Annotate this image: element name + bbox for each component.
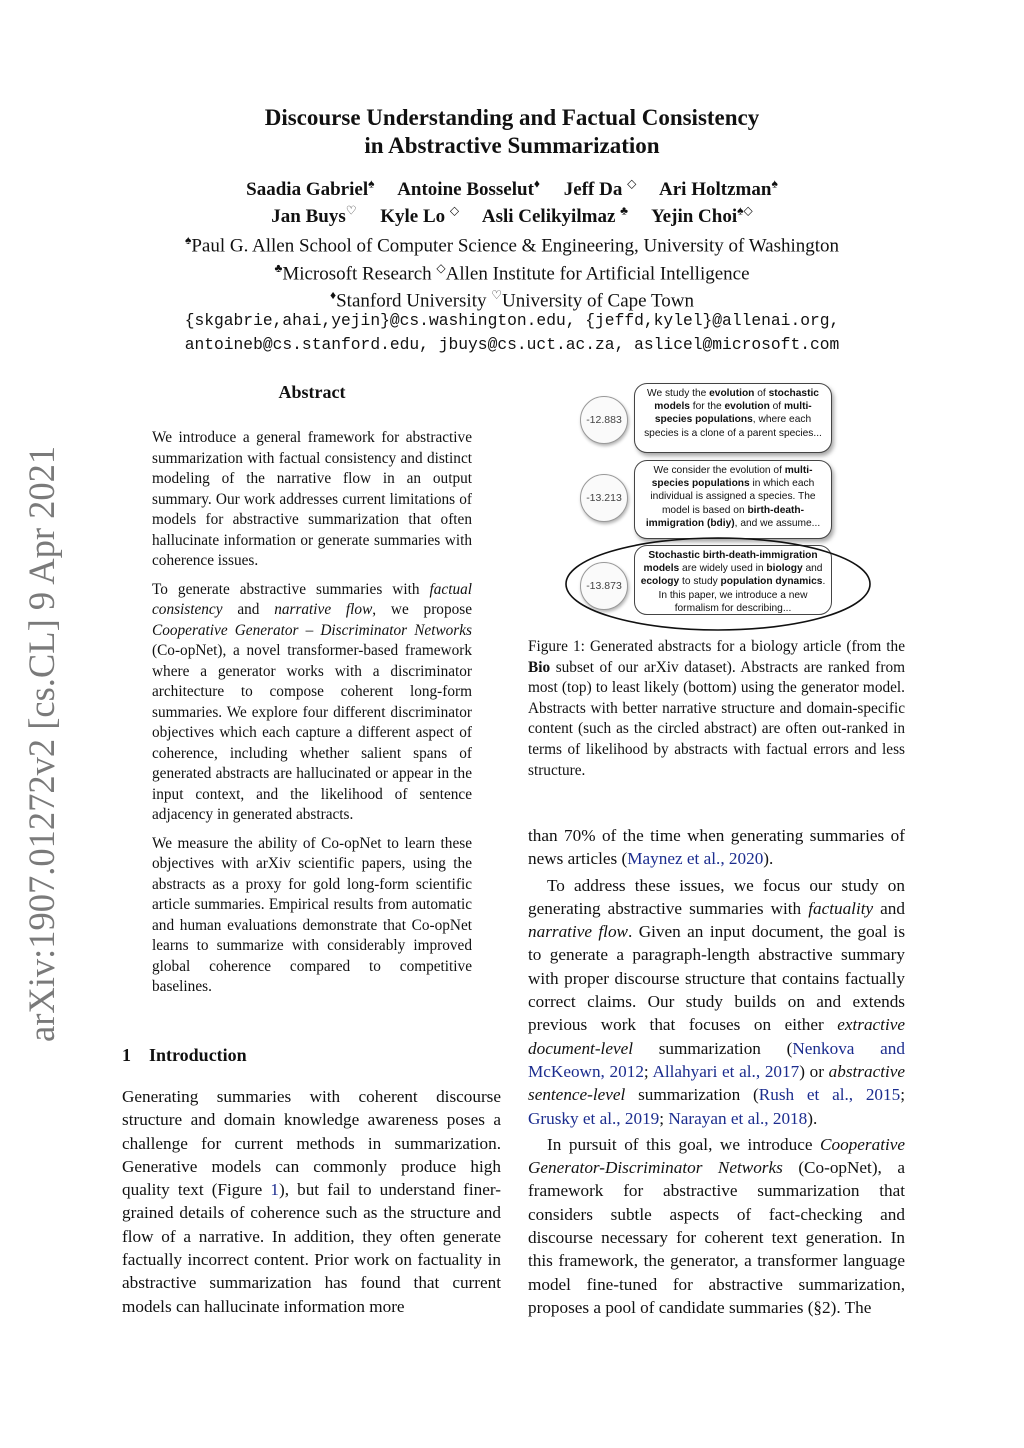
score-circle: -13.213 <box>580 474 628 522</box>
abstract-box-1: We study the evolution of stochastic models for the evolution of multi-species populations, where each species is a clone of a parent species... <box>634 383 832 453</box>
author: Kyle Lo ◇ <box>380 204 460 228</box>
figure-ref-link[interactable]: 1 <box>270 1180 279 1200</box>
highlight-ellipse <box>560 530 880 640</box>
arxiv-stamp: arXiv:1907.01272v2 [cs.CL] 9 Apr 2021 <box>21 445 62 1042</box>
affiliation-line-2: ♣Microsoft Research ◇Allen Institute for Artificial Intelligence <box>274 261 750 285</box>
abstract-body <box>152 428 472 998</box>
author: Saadia Gabriel♠ <box>246 177 375 201</box>
title-line-2: in Abstractive Summarization <box>364 133 660 158</box>
right-paragraph-2: To address these issues, we focus our study on generating abstractive summaries with factuality and narrative flow. Given an input document, the goal is to generate a paragraph-length abstractive summary with proper discourse structure that contains factually correct claims. Our study builds on and extends previous work that focuses on either extractive document-level summarization (Nenkova and McKeown, 2012; Allahyari et al., 2017) or abstractive sentence-level summarization (Rush et al., 2015; Grusky et al., 2019; Narayan et al., 2018). <box>528 875 906 1128</box>
abstract-heading: Abstract <box>278 382 346 402</box>
affiliation-line-1: ♠Paul G. Allen School of Computer Science & Engineering, University of Washington <box>184 233 840 257</box>
author: Asli Celikyilmaz ♣ <box>481 204 629 228</box>
author: Ari Holtzman♠ <box>659 177 778 201</box>
citation-link[interactable]: Nenkova and McKeown, 2012 <box>528 1038 905 1081</box>
paper-title <box>0 104 1024 160</box>
intro-paragraph-1: Generating summaries with coherent discourse structure and domain knowledge awareness poses a challenge for current methods in summarization. Generative models can commonly produce high quality text (Figure 1), but fail to understand finer-grained details of coherence such as the structure and flow of a narrative. In addition, they often generate factually incorrect content. Prior work on factuality in abstractive summarization has found that current models can hallucinate information more <box>122 1087 501 1316</box>
author: Antoine Bosselut♦ <box>397 177 541 201</box>
abstract-box-2: We consider the evolution of multi-species populations in which each individual is assigned a species. The model is based on birth-death-immigration (bdiy), and we assume... <box>634 460 832 539</box>
score-circle: -13.873 <box>580 562 628 610</box>
title-line-1: Discourse Understanding and Factual Consistency <box>264 105 760 130</box>
intro-body <box>122 1085 501 1318</box>
right-paragraph-3: In pursuit of this goal, we introduce Cooperative Generator-Discriminator Networks (Co-opNet), a framework for abstractive summarization that considers subtle aspects of fact-checking and discourse necessary for coherent text generation. In this framework, the generator, a transformer language model fine-tuned for abstractive summarization, proposes a pool of candidate summaries (§2). The <box>528 1134 905 1317</box>
abstract-box-3: Stochastic birth-death-immigration models are widely used in biology and ecology to study population dynamics. In this paper, we introduce a new formalism for describing... <box>634 545 832 615</box>
citation-link[interactable]: Allahyari et al., 2017 <box>652 1061 800 1081</box>
author: Jeff Da ◇ <box>563 177 637 201</box>
right-column-body <box>528 824 905 1319</box>
abstract-paragraph-3: We measure the ability of Co-opNet to learn these objectives with arXiv scientific papers, using the abstracts as a proxy for gold long-form scientific article summaries. Empirical results from automatic and human evaluations demonstrate that Co-opNet learns to summarize with considerably improved global coherence compared to competitive baselines. <box>152 834 472 995</box>
citation-link[interactable]: Grusky et al., 2019 <box>528 1108 660 1128</box>
figure-caption: Figure 1: Generated abstracts for a biology article (from the Bio subset of our arXiv dataset). Abstracts are ranked from most (top) to least likely (bottom) using the generator model. Abstracts with better narrative structure and domain-specific content (such as the circled abstract) are often out-ranked in terms of likelihood by abstracts with factual errors and less structure. <box>528 638 905 779</box>
affiliation-line-3: ♦Stanford University ♡University of Cape Town <box>329 288 695 312</box>
author: Jan Buys♡ <box>271 204 357 228</box>
right-paragraph-1: than 70% of the time when generating summaries of news articles (Maynez et al., 2020). <box>528 826 905 869</box>
section-heading-introduction: 1 Introduction <box>122 1045 247 1065</box>
email-line-1: {skgabrie,ahai,yejin}@cs.washington.edu, {jeffd,kylel}@allenai.org, <box>184 311 840 330</box>
abstract-paragraph-1: We introduce a general framework for abstractive summarization with factual consistency and distinct modeling of the narrative flow in an output summary. Our work addresses current limitations of models for abstractive summarization that often hallucinate information or generate summaries with coherence issues. <box>152 429 472 569</box>
email-line-2: antoineb@cs.stanford.edu, jbuys@cs.uct.ac.za, aslicel@microsoft.com <box>184 335 840 354</box>
abstract-paragraph-2: To generate abstractive summaries with factual consistency and narrative flow, we propose Cooperative Generator – Discriminator Networks (Co-opNet), a novel transformer-based framework where a generator works with a discriminator architecture to compose coherent long-form summaries. We explore four different discriminator objectives which each capture a different aspect of coherence, including whether salient spans of generated abstracts are hallucinated or appear in the input context, and the likelihood of sentence adjacency in generated abstracts. <box>152 580 472 823</box>
citation-link[interactable]: Maynez et al., 2020 <box>627 849 764 869</box>
citation-link[interactable]: Rush et al., 2015 <box>758 1085 901 1105</box>
score-circle: -12.883 <box>580 396 628 444</box>
citation-link[interactable]: Narayan et al., 2018 <box>668 1108 808 1128</box>
author: Yejin Choi♠◇ <box>651 204 753 228</box>
authors-row-2 <box>0 198 1024 230</box>
